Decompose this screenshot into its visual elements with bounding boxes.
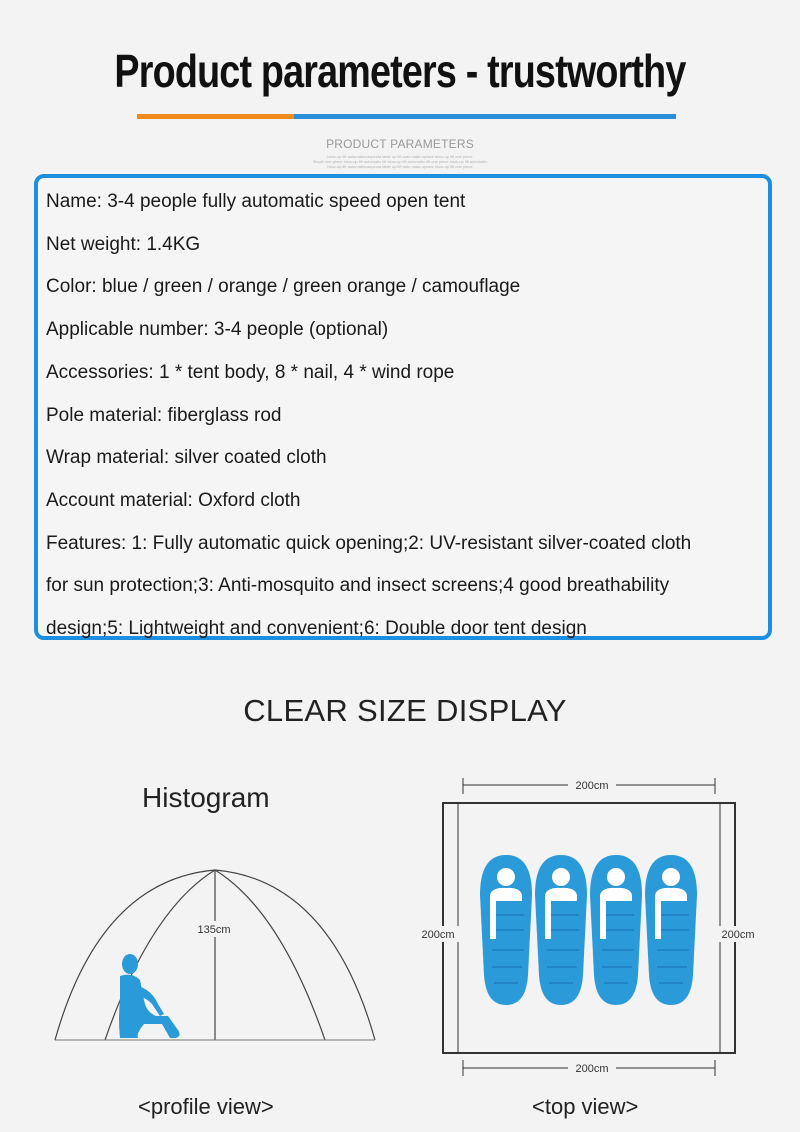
top-view-diagram [408,770,768,1080]
size-display-title: CLEAR SIZE DISPLAY [243,693,567,728]
top-view-caption: <top view> [532,1094,639,1119]
dim-left-label: 200cm [421,929,455,941]
param-features-line: Features: 1: Fully automatic quick opening;2: UV-resistant silver-coated cloth [46,532,692,554]
sleeping-bag-icon [590,855,642,1005]
seated-person-icon [119,954,180,1038]
accent-bar-orange [137,114,294,119]
fine-print-line: blow-up lift automaticvaspecta table up lift auto matic uplace blow-up lift one piece [327,154,473,159]
page-headline: Product parameters - trustworthy [114,45,686,97]
param-features-line: for sun protection;3: Anti-mosquito and insect screens;4 good breathability [46,575,670,597]
tent-inner-arc-right [215,870,325,1040]
param-color: Color: blue / green / orange / green orange / camouflage [46,276,521,298]
profile-view-caption: <profile view> [138,1094,274,1119]
param-net-weight: Net weight: 1.4KG [46,233,201,255]
accent-bar-blue [294,114,676,119]
parameter-list [46,181,691,651]
param-wrap-material: Wrap material: silver coated cloth [46,447,327,469]
parameter-box [34,174,772,640]
dim-right-label: 200cm [721,929,755,941]
fine-print-line: blow-up lift automaticvaspecta table up lift auto matic uplace blow-up lift one piece [327,164,473,169]
sleeping-bag-icon [535,855,587,1005]
param-pole-material: Pole material: fiberglass rod [46,404,282,426]
param-accessories: Accessories: 1 * tent body, 8 * nail, 4 * wind rope [46,361,455,383]
sleeping-bag-icon [480,855,532,1005]
dim-top-label: 200cm [575,780,609,792]
profile-view-diagram [40,820,390,1050]
height-label: 135cm [197,924,231,936]
fine-print-line: Single one-piece blow-up lift automatic lift blow-up lift automatic lift one piece blow-up lift automatic [312,159,488,164]
section-subheading: PRODUCT PARAMETERS [326,137,474,151]
dim-bottom-label: 200cm [575,1063,609,1075]
sleeping-bag-icon [645,855,697,1005]
param-name: Name: 3-4 people fully automatic speed open tent [46,191,466,212]
histogram-label: Histogram [142,782,270,813]
param-applicable-number: Applicable number: 3-4 people (optional) [46,319,389,341]
param-account-material: Account material: Oxford cloth [46,489,301,511]
param-features-line: design;5: Lightweight and convenient;6: Double door tent design [46,618,587,640]
